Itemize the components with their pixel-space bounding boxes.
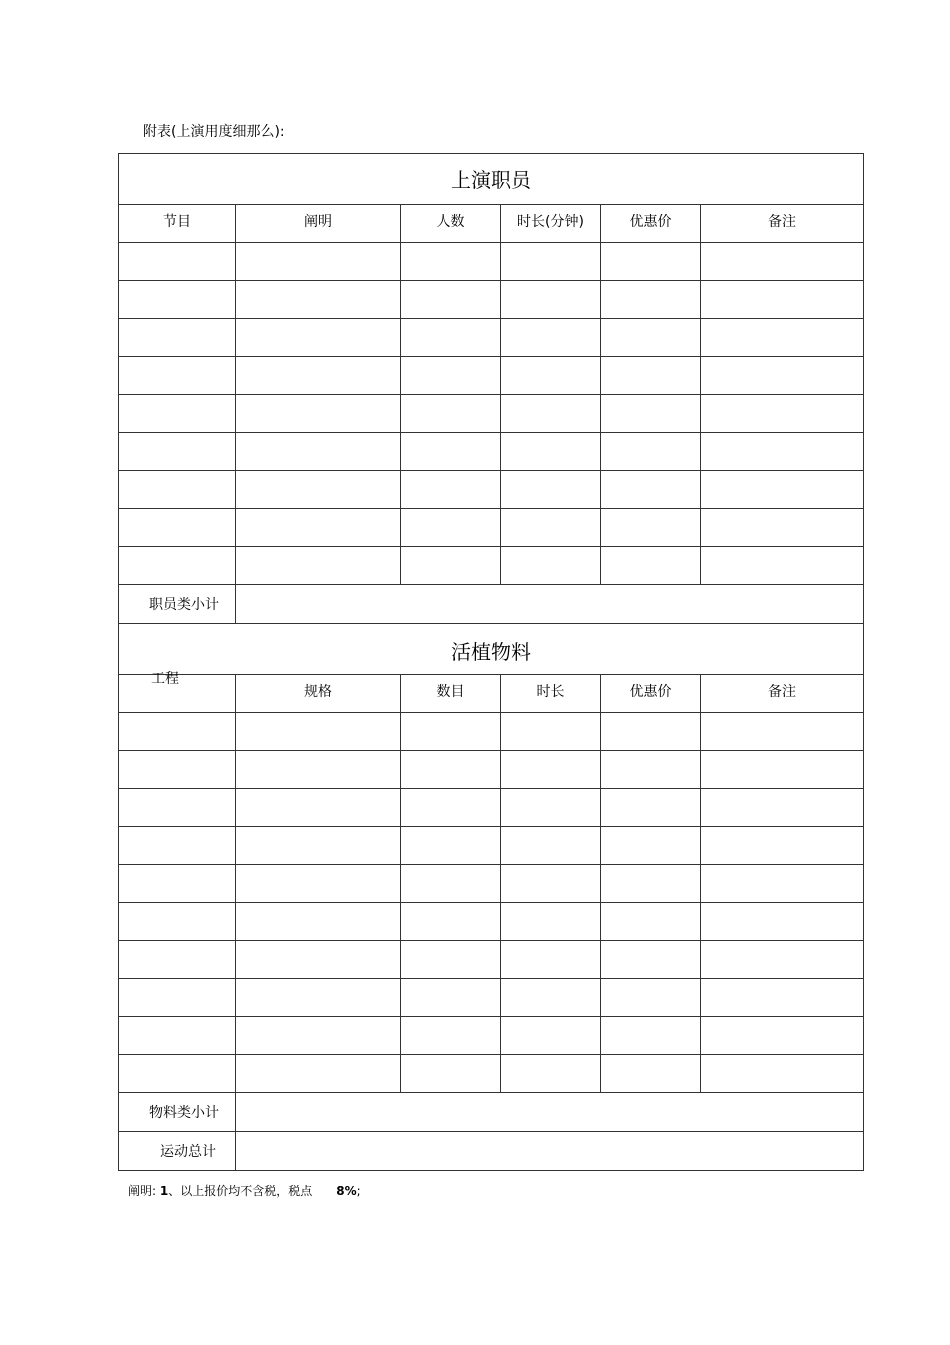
table-cell[interactable]: [401, 433, 501, 471]
table-cell[interactable]: [501, 865, 601, 903]
table-cell[interactable]: [119, 243, 236, 281]
table-row: [119, 395, 864, 433]
table-cell[interactable]: [701, 1017, 864, 1055]
table-cell[interactable]: [119, 509, 236, 547]
table-cell[interactable]: [236, 433, 401, 471]
table-row: [119, 357, 864, 395]
table-cell[interactable]: [501, 357, 601, 395]
table-cell[interactable]: [501, 713, 601, 751]
section2-header-4: 优惠价: [601, 675, 701, 713]
table-cell[interactable]: [701, 547, 864, 585]
table-cell[interactable]: [701, 751, 864, 789]
table-cell[interactable]: [236, 751, 401, 789]
table-cell[interactable]: [119, 713, 236, 751]
table-row: [119, 751, 864, 789]
footnote-number: 1: [159, 1184, 169, 1198]
table-cell[interactable]: [401, 395, 501, 433]
table-cell[interactable]: [501, 827, 601, 865]
table-cell[interactable]: [501, 547, 601, 585]
table-cell[interactable]: [119, 979, 236, 1017]
section1-header-5: 备注: [701, 205, 864, 243]
table-cell[interactable]: [601, 509, 701, 547]
table-cell[interactable]: [119, 941, 236, 979]
section1-title-row: [119, 154, 864, 205]
table-cell[interactable]: [401, 865, 501, 903]
table-cell[interactable]: [401, 827, 501, 865]
cost-table: [118, 153, 864, 1171]
table-cell[interactable]: [236, 319, 401, 357]
table-cell[interactable]: [501, 243, 601, 281]
table-cell[interactable]: [601, 243, 701, 281]
table-cell[interactable]: [401, 319, 501, 357]
table-cell[interactable]: [501, 395, 601, 433]
table-cell[interactable]: [401, 471, 501, 509]
table-cell[interactable]: [401, 243, 501, 281]
table-cell[interactable]: [119, 547, 236, 585]
table-row: [119, 319, 864, 357]
table-cell[interactable]: [601, 903, 701, 941]
table-cell[interactable]: [119, 827, 236, 865]
table-cell[interactable]: [701, 357, 864, 395]
table-cell[interactable]: [501, 509, 601, 547]
table-cell[interactable]: [236, 395, 401, 433]
section1-header-0: 节目: [119, 205, 236, 243]
section1-header-3: 时长(分钟): [501, 205, 601, 243]
section2-title-cell: [119, 624, 864, 687]
section1-subtotal-value[interactable]: [236, 585, 864, 624]
section2-header-3: 时长: [501, 675, 601, 713]
table-cell[interactable]: [401, 941, 501, 979]
table-cell[interactable]: [119, 357, 236, 395]
table-cell[interactable]: [236, 471, 401, 509]
table-cell[interactable]: [701, 713, 864, 751]
table-cell[interactable]: [601, 941, 701, 979]
table-row: [119, 941, 864, 979]
table-cell[interactable]: [236, 789, 401, 827]
table-cell[interactable]: [119, 789, 236, 827]
table-cell[interactable]: [701, 1055, 864, 1093]
table-row: [119, 471, 864, 509]
section2-subtotal-label: 物料类小计: [119, 1093, 236, 1132]
table-cell[interactable]: [601, 865, 701, 903]
table-cell[interactable]: [236, 713, 401, 751]
table-cell[interactable]: [119, 433, 236, 471]
section2-title: 活植物料: [451, 640, 531, 664]
section1-subtotal-row: [119, 585, 864, 624]
table-row: [119, 1017, 864, 1055]
table-cell[interactable]: [501, 789, 601, 827]
section2-header-row: [119, 675, 864, 713]
appendix-caption: 附表(上演用度细那么):: [143, 124, 285, 140]
table-cell[interactable]: [501, 281, 601, 319]
section1-header-1: 阐明: [236, 205, 401, 243]
table-cell[interactable]: [401, 547, 501, 585]
table-row: [119, 243, 864, 281]
section1-subtotal-label: 职员类小计: [119, 585, 236, 624]
table-cell[interactable]: [601, 433, 701, 471]
table-cell[interactable]: [501, 433, 601, 471]
table-row: [119, 713, 864, 751]
table-cell[interactable]: [401, 789, 501, 827]
section2-title-row: [119, 624, 864, 675]
table-cell[interactable]: [401, 713, 501, 751]
table-cell[interactable]: [401, 357, 501, 395]
table-cell[interactable]: [601, 979, 701, 1017]
section1-title: 上演职员: [119, 154, 864, 205]
table-cell[interactable]: [236, 1017, 401, 1055]
table-cell[interactable]: [119, 471, 236, 509]
section2-subtotal-value[interactable]: [236, 1093, 864, 1132]
table-cell[interactable]: [119, 1055, 236, 1093]
table-cell[interactable]: [601, 395, 701, 433]
table-cell[interactable]: [501, 979, 601, 1017]
table-cell[interactable]: [119, 865, 236, 903]
table-cell[interactable]: [701, 865, 864, 903]
table-row: [119, 865, 864, 903]
section1-header-row: [119, 205, 864, 243]
table-cell[interactable]: [401, 903, 501, 941]
table-cell[interactable]: [236, 1055, 401, 1093]
footnote-text: 、以上报价均不含税，税点: [168, 1184, 313, 1198]
table-row: [119, 789, 864, 827]
section2-header-2: 数目: [401, 675, 501, 713]
table-row: [119, 281, 864, 319]
table-cell[interactable]: [236, 281, 401, 319]
table-cell[interactable]: [119, 751, 236, 789]
footnote-rate: 8%: [336, 1184, 357, 1198]
footnote-suffix: ;: [356, 1184, 361, 1198]
section2-header-1: 规格: [236, 675, 401, 713]
table-row: [119, 1055, 864, 1093]
table-cell[interactable]: [401, 1017, 501, 1055]
table-cell[interactable]: [501, 471, 601, 509]
table-row: [119, 433, 864, 471]
table-cell[interactable]: [236, 509, 401, 547]
table-cell[interactable]: [701, 789, 864, 827]
table-cell[interactable]: [401, 281, 501, 319]
grand-total-value[interactable]: [236, 1132, 864, 1171]
table-row: [119, 827, 864, 865]
table-cell[interactable]: [601, 319, 701, 357]
table-cell[interactable]: [401, 751, 501, 789]
section2-project-header: 工程: [151, 671, 179, 687]
table-cell[interactable]: [701, 941, 864, 979]
table-cell[interactable]: [501, 1055, 601, 1093]
table-cell[interactable]: [119, 281, 236, 319]
table-cell[interactable]: [236, 547, 401, 585]
table-row: [119, 903, 864, 941]
table-cell[interactable]: [601, 547, 701, 585]
table-cell[interactable]: [701, 471, 864, 509]
table-cell[interactable]: [701, 243, 864, 281]
table-cell[interactable]: [501, 903, 601, 941]
table-cell[interactable]: [701, 395, 864, 433]
table-cell[interactable]: [701, 827, 864, 865]
table-cell[interactable]: [236, 865, 401, 903]
table-cell[interactable]: [236, 827, 401, 865]
table-cell[interactable]: [601, 1017, 701, 1055]
table-cell[interactable]: [601, 357, 701, 395]
table-cell[interactable]: [601, 1055, 701, 1093]
table-cell[interactable]: [119, 319, 236, 357]
table-cell[interactable]: [119, 1017, 236, 1055]
table-cell[interactable]: [601, 827, 701, 865]
table-cell[interactable]: [601, 789, 701, 827]
table-cell[interactable]: [701, 281, 864, 319]
table-cell[interactable]: [236, 357, 401, 395]
table-row: [119, 509, 864, 547]
table-cell[interactable]: [701, 903, 864, 941]
grand-total-row: [119, 1132, 864, 1171]
table-cell[interactable]: [401, 1055, 501, 1093]
table-cell[interactable]: [501, 319, 601, 357]
table-cell[interactable]: [401, 979, 501, 1017]
section2-subtotal-row: [119, 1093, 864, 1132]
table-cell[interactable]: [601, 751, 701, 789]
table-cell[interactable]: [119, 395, 236, 433]
table-cell[interactable]: [701, 319, 864, 357]
table-cell[interactable]: [501, 941, 601, 979]
table-cell[interactable]: [401, 509, 501, 547]
grand-total-label: 运动总计: [119, 1132, 236, 1171]
footnote-prefix: 阐明:: [128, 1184, 157, 1198]
table-cell[interactable]: [601, 281, 701, 319]
table-cell[interactable]: [601, 713, 701, 751]
table-cell[interactable]: [701, 509, 864, 547]
table-cell[interactable]: [701, 979, 864, 1017]
table-cell[interactable]: [236, 903, 401, 941]
table-row: [119, 979, 864, 1017]
table-cell[interactable]: [501, 1017, 601, 1055]
section2-header-5: 备注: [701, 675, 864, 713]
table-cell[interactable]: [236, 243, 401, 281]
table-cell[interactable]: [701, 433, 864, 471]
table-cell[interactable]: [236, 979, 401, 1017]
table-cell[interactable]: [601, 471, 701, 509]
table-row: [119, 547, 864, 585]
section1-header-4: 优惠价: [601, 205, 701, 243]
section1-header-2: 人数: [401, 205, 501, 243]
table-cell[interactable]: [119, 903, 236, 941]
footnote: [128, 1182, 361, 1199]
table-cell[interactable]: [501, 751, 601, 789]
table-cell[interactable]: [236, 941, 401, 979]
